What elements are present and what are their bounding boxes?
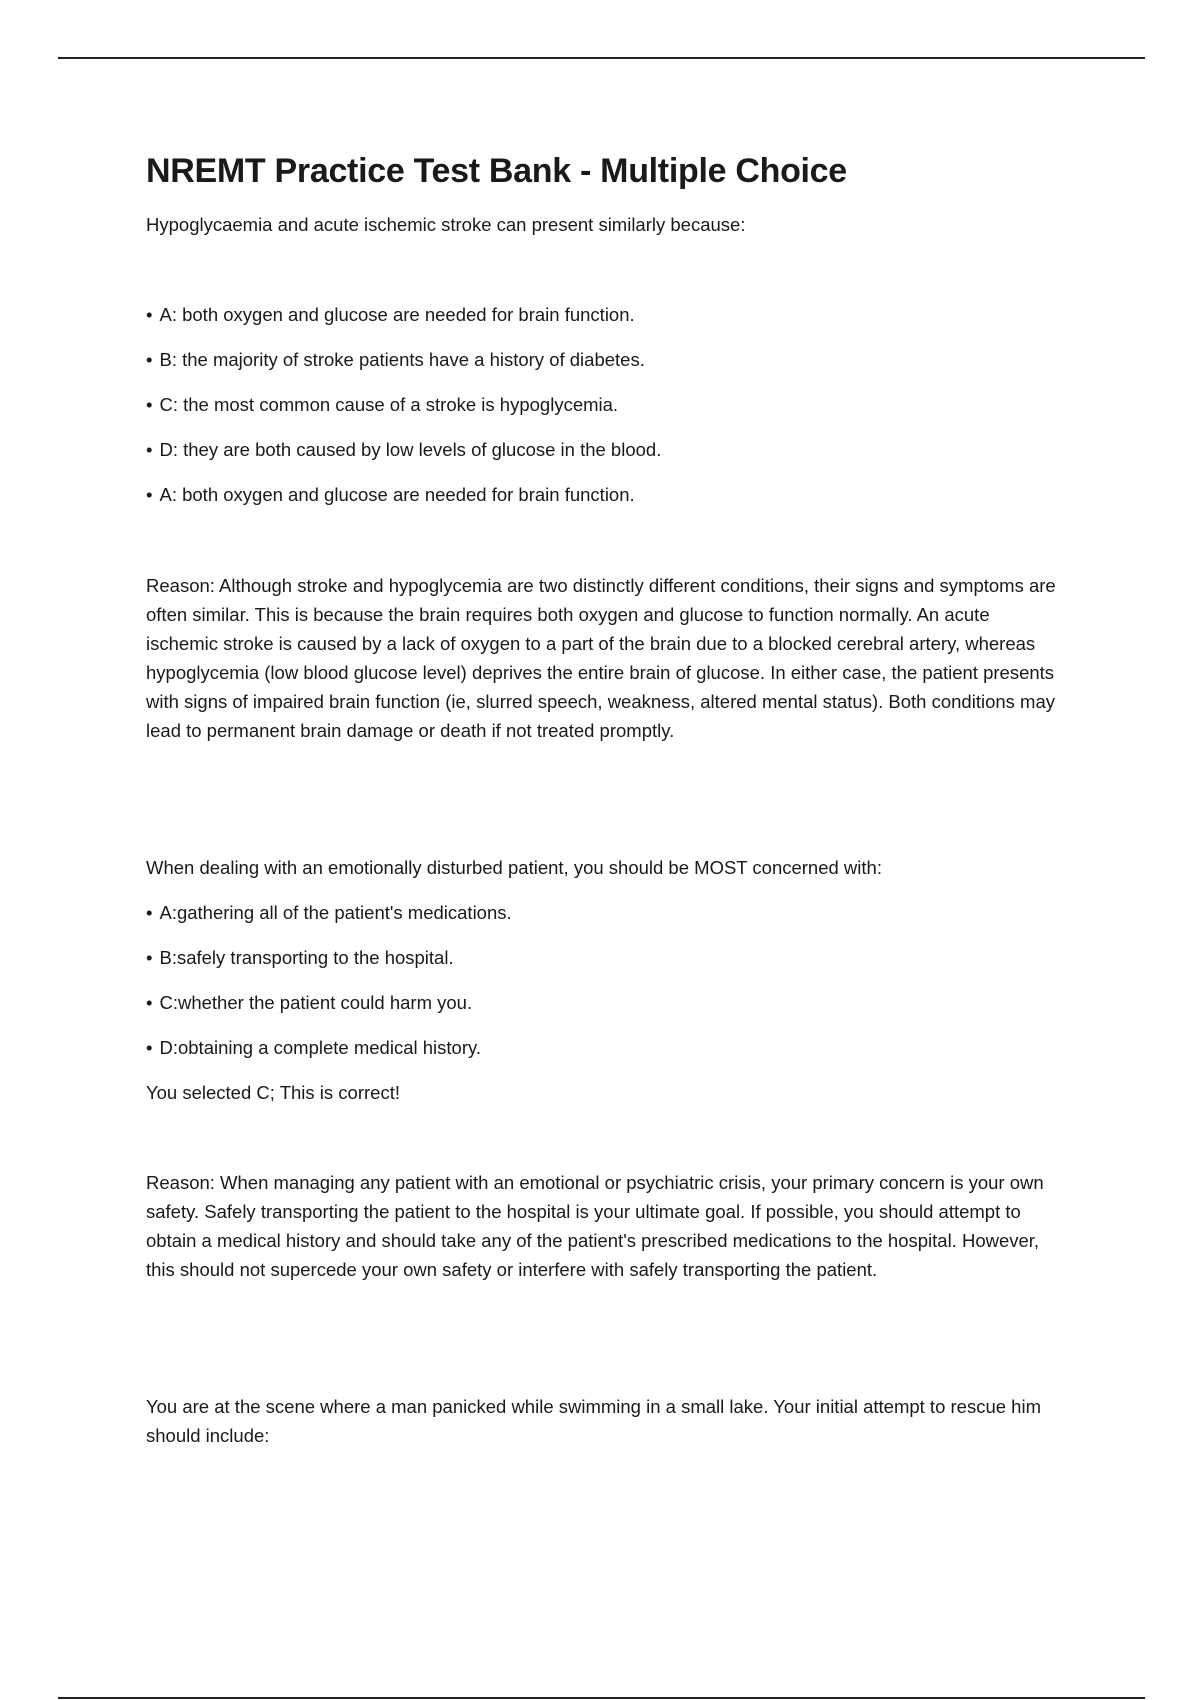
question-1-answer: • A: both oxygen and glucose are needed for brain function.	[146, 480, 1056, 509]
question-2-prompt: When dealing with an emotionally disturbed patient, you should be MOST concerned with:	[146, 857, 882, 878]
question-1-option-b: • B: the majority of stroke patients have a history of diabetes.	[146, 345, 1056, 374]
question-2-option-d: • D:obtaining a complete medical history.	[146, 1033, 1056, 1062]
footer-rule	[58, 1697, 1145, 1699]
question-2-reason: Reason: When managing any patient with an emotional or psychiatric crisis, your primary concern is your own safety. Safely transporting the patient to the hospital is your ultimate goal. If possible, you should attempt to obtain a medical history and should take any of the patient's prescribed medications to the hospital. However, this should not supercede your own safety or interfere with safely transporting the patient.	[146, 1172, 1044, 1280]
page-title: NREMT Practice Test Bank - Multiple Choice	[146, 152, 847, 190]
question-1-prompt: Hypoglycaemia and acute ischemic stroke can present similarly because:	[146, 214, 746, 235]
header-rule	[58, 57, 1145, 59]
question-2-option-c: • C:whether the patient could harm you.	[146, 988, 1056, 1017]
question-2-options	[146, 898, 1056, 1062]
question-1-reason: Reason: Although stroke and hypoglycemia are two distinctly different conditions, their signs and symptoms are often similar. This is because the brain requires both oxygen and glucose to function normally. An acute ischemic stroke is caused by a lack of oxygen to a part of the brain due to a blocked cerebral artery, whereas hypoglycemia (low blood glucose level) deprives the entire brain of glucose. In either case, the patient presents with signs of impaired brain function (ie, slurred speech, weakness, altered mental status). Both conditions may lead to permanent brain damage or death if not treated promptly.	[146, 575, 1056, 741]
question-2-option-b: • B:safely transporting to the hospital.	[146, 943, 1056, 972]
question-3-prompt: You are at the scene where a man panicked while swimming in a small lake. Your initial attempt to rescue him should include:	[146, 1396, 1041, 1446]
question-1-option-c: • C: the most common cause of a stroke is hypoglycemia.	[146, 390, 1056, 419]
question-2-result: You selected C; This is correct!	[146, 1082, 400, 1103]
question-2-option-a: • A:gathering all of the patient's medications.	[146, 898, 1056, 927]
question-1-options	[146, 300, 1056, 509]
document-body	[146, 150, 1056, 1450]
question-1-option-a: • A: both oxygen and glucose are needed for brain function.	[146, 300, 1056, 329]
question-1-option-d: • D: they are both caused by low levels of glucose in the blood.	[146, 435, 1056, 464]
